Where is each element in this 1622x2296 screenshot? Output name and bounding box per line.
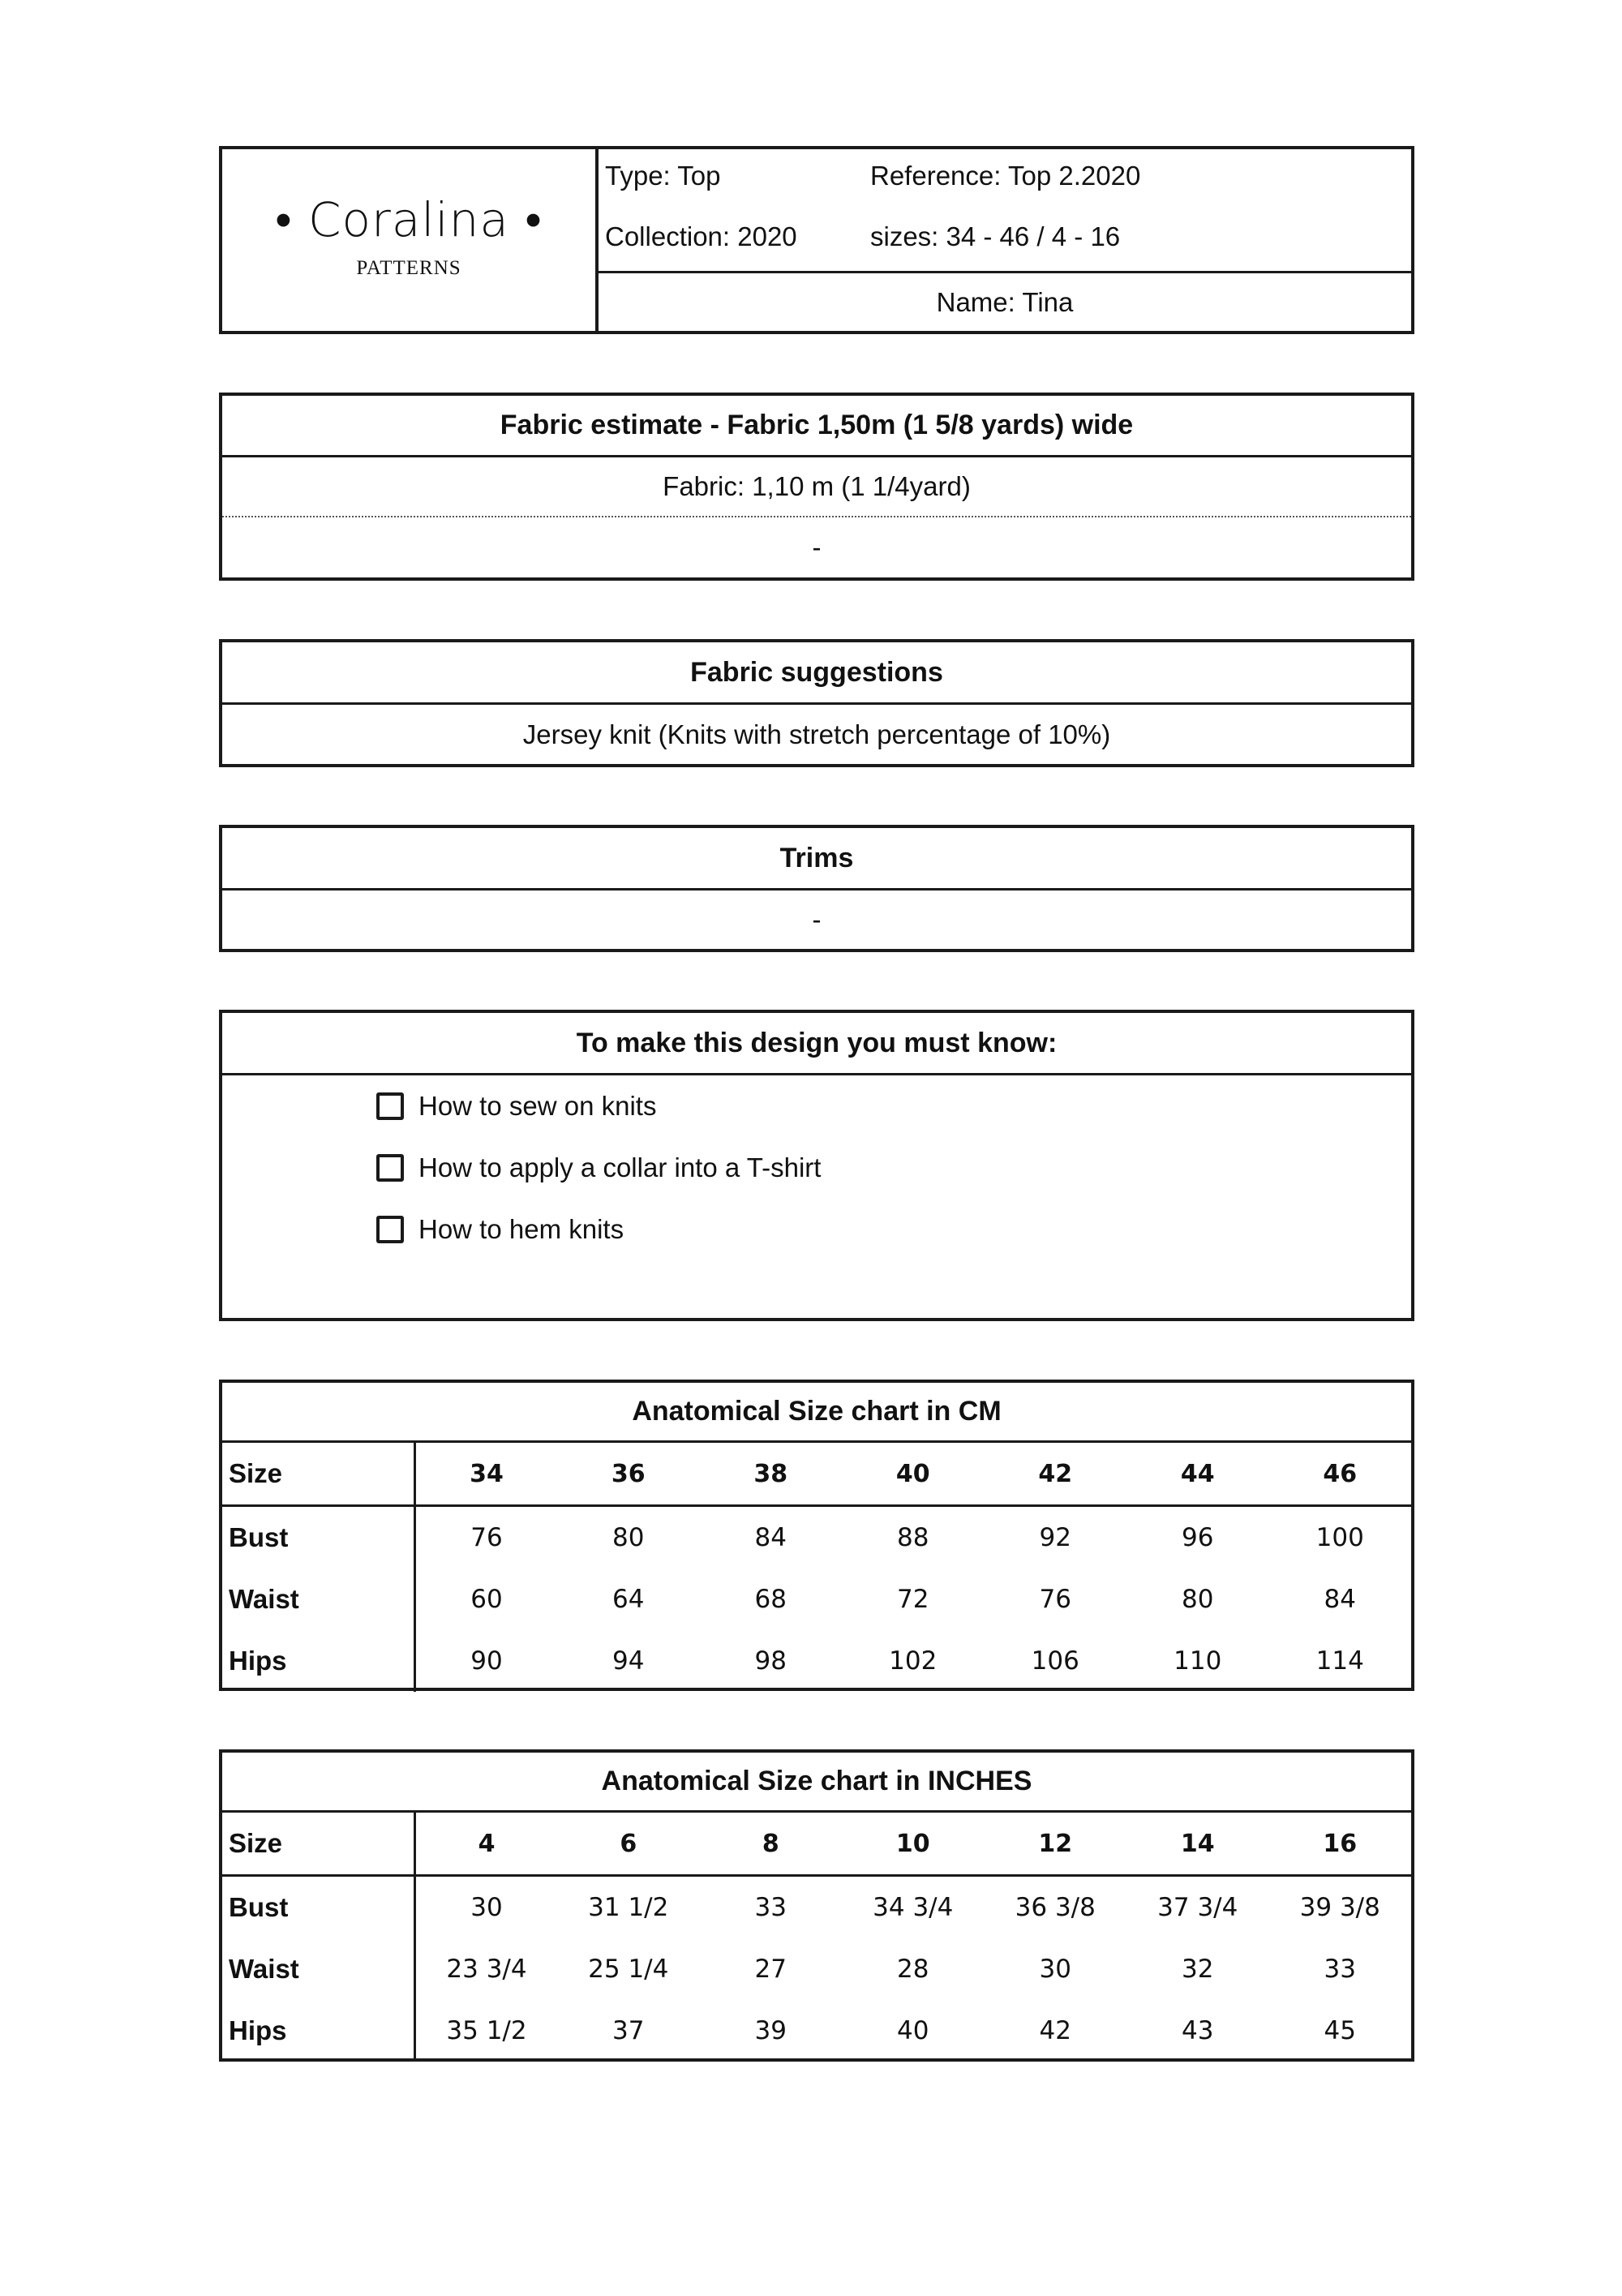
size-cell: 14 <box>1126 1813 1269 1876</box>
value-cell: 43 <box>1182 2016 1214 2045</box>
row-label: Bust <box>222 1876 415 1939</box>
fabric-suggestions-box <box>219 639 1414 767</box>
value-cell: 34 3/4 <box>873 1893 954 1922</box>
value-cell: 106 <box>1031 1646 1079 1676</box>
skill-label: How to apply a collar into a T-shirt <box>418 1152 822 1182</box>
checkbox[interactable] <box>376 1216 404 1243</box>
value-cell: 28 <box>897 1955 929 1984</box>
value-cell: 36 3/8 <box>1015 1893 1096 1922</box>
brand-name: • Coralina • <box>275 192 543 247</box>
value-cell: 40 <box>897 2016 929 2045</box>
skill-item <box>376 1137 1411 1199</box>
brand-subtitle: PATTERNS <box>356 257 461 279</box>
size-cell: 36 <box>557 1443 700 1506</box>
value-cell: 68 <box>754 1585 787 1614</box>
value-cell: 37 <box>612 2016 645 2045</box>
pattern-header <box>219 146 1414 334</box>
row-label: Size <box>222 1813 415 1876</box>
in-chart-table <box>222 1813 1411 2062</box>
skill-label: How to sew on knits <box>418 1091 657 1121</box>
skill-item <box>376 1199 1411 1260</box>
size-cell: 40 <box>842 1443 985 1506</box>
cm-chart-table <box>222 1443 1411 1692</box>
size-cell: 44 <box>1126 1443 1269 1506</box>
value-cell: 84 <box>1324 1585 1356 1614</box>
fabric-suggestions-title: Fabric suggestions <box>690 656 943 688</box>
row-label: Hips <box>222 2000 415 2062</box>
size-cell: 34 <box>415 1443 558 1506</box>
type-field: Type: Top <box>605 161 721 191</box>
fabric-suggestions-text: Jersey knit (Knits with stretch percentage of 10%) <box>222 702 1411 764</box>
value-cell: 72 <box>897 1585 929 1614</box>
sizes-field: sizes: 34 - 46 / 4 - 16 <box>870 221 1121 251</box>
value-cell: 92 <box>1039 1523 1071 1552</box>
value-cell: 76 <box>470 1523 503 1552</box>
table-row <box>222 1506 1411 1569</box>
table-row <box>222 2000 1411 2062</box>
row-label: Waist <box>222 1938 415 2000</box>
row-label: Size <box>222 1443 415 1506</box>
skills-title: To make this design you must know: <box>576 1027 1058 1058</box>
skill-item <box>376 1075 1411 1137</box>
pattern-info <box>599 149 1411 331</box>
size-chart-inches <box>219 1749 1414 2062</box>
value-cell: 84 <box>754 1523 787 1552</box>
trims-text: - <box>222 888 1411 949</box>
value-cell: 30 <box>1039 1955 1071 1984</box>
value-cell: 39 3/8 <box>1299 1893 1380 1922</box>
value-cell: 80 <box>1182 1585 1214 1614</box>
table-header-row <box>222 1813 1411 1876</box>
value-cell: 100 <box>1315 1523 1364 1552</box>
value-cell: 33 <box>1324 1955 1356 1984</box>
value-cell: 98 <box>754 1646 787 1676</box>
checkbox[interactable] <box>376 1154 404 1182</box>
value-cell: 88 <box>897 1523 929 1552</box>
size-cell: 8 <box>700 1813 843 1876</box>
size-cell: 10 <box>842 1813 985 1876</box>
trims-box <box>219 825 1414 952</box>
size-cell: 12 <box>985 1813 1127 1876</box>
skills-list <box>222 1073 1411 1260</box>
value-cell: 80 <box>612 1523 645 1552</box>
fabric-estimate-box <box>219 393 1414 581</box>
skill-label: How to hem knits <box>418 1214 624 1244</box>
reference-field: Reference: Top 2.2020 <box>870 161 1141 191</box>
trims-title: Trims <box>779 842 854 873</box>
size-cell: 4 <box>415 1813 558 1876</box>
row-label: Waist <box>222 1569 415 1630</box>
size-cell: 42 <box>985 1443 1127 1506</box>
size-cell: 16 <box>1269 1813 1412 1876</box>
size-chart-cm <box>219 1380 1414 1691</box>
value-cell: 23 3/4 <box>446 1955 527 1984</box>
value-cell: 90 <box>470 1646 503 1676</box>
value-cell: 94 <box>612 1646 645 1676</box>
in-chart-title: Anatomical Size chart in INCHES <box>222 1753 1411 1813</box>
value-cell: 102 <box>889 1646 938 1676</box>
value-cell: 60 <box>470 1585 503 1614</box>
value-cell: 37 3/4 <box>1157 1893 1238 1922</box>
table-row <box>222 1630 1411 1692</box>
required-skills-box <box>219 1010 1414 1321</box>
table-row <box>222 1938 1411 2000</box>
name-field: Name: Tina <box>936 286 1074 317</box>
value-cell: 64 <box>612 1585 645 1614</box>
row-label: Bust <box>222 1506 415 1569</box>
value-cell: 30 <box>470 1893 503 1922</box>
collection-field: Collection: 2020 <box>605 221 797 251</box>
value-cell: 31 1/2 <box>588 1893 669 1922</box>
value-cell: 114 <box>1315 1646 1364 1676</box>
value-cell: 25 1/4 <box>588 1955 669 1984</box>
value-cell: 27 <box>754 1955 787 1984</box>
value-cell: 32 <box>1182 1955 1214 1984</box>
table-row <box>222 1876 1411 1939</box>
value-cell: 35 1/2 <box>446 2016 527 2045</box>
size-cell: 6 <box>557 1813 700 1876</box>
cm-chart-title: Anatomical Size chart in CM <box>222 1383 1411 1443</box>
table-row <box>222 1569 1411 1630</box>
checkbox[interactable] <box>376 1092 404 1120</box>
value-cell: 39 <box>754 2016 787 2045</box>
size-cell: 38 <box>700 1443 843 1506</box>
value-cell: 76 <box>1039 1585 1071 1614</box>
value-cell: 42 <box>1039 2016 1071 2045</box>
value-cell: 33 <box>754 1893 787 1922</box>
row-label: Hips <box>222 1630 415 1692</box>
fabric-estimate-line2: - <box>222 516 1411 577</box>
size-cell: 46 <box>1269 1443 1412 1506</box>
fabric-estimate-line1: Fabric: 1,10 m (1 1/4yard) <box>222 455 1411 516</box>
value-cell: 96 <box>1182 1523 1214 1552</box>
brand-logo <box>222 149 599 331</box>
fabric-estimate-title: Fabric estimate - Fabric 1,50m (1 5/8 yards) wide <box>500 410 1134 440</box>
table-header-row <box>222 1443 1411 1506</box>
value-cell: 45 <box>1324 2016 1356 2045</box>
value-cell: 110 <box>1174 1646 1222 1676</box>
